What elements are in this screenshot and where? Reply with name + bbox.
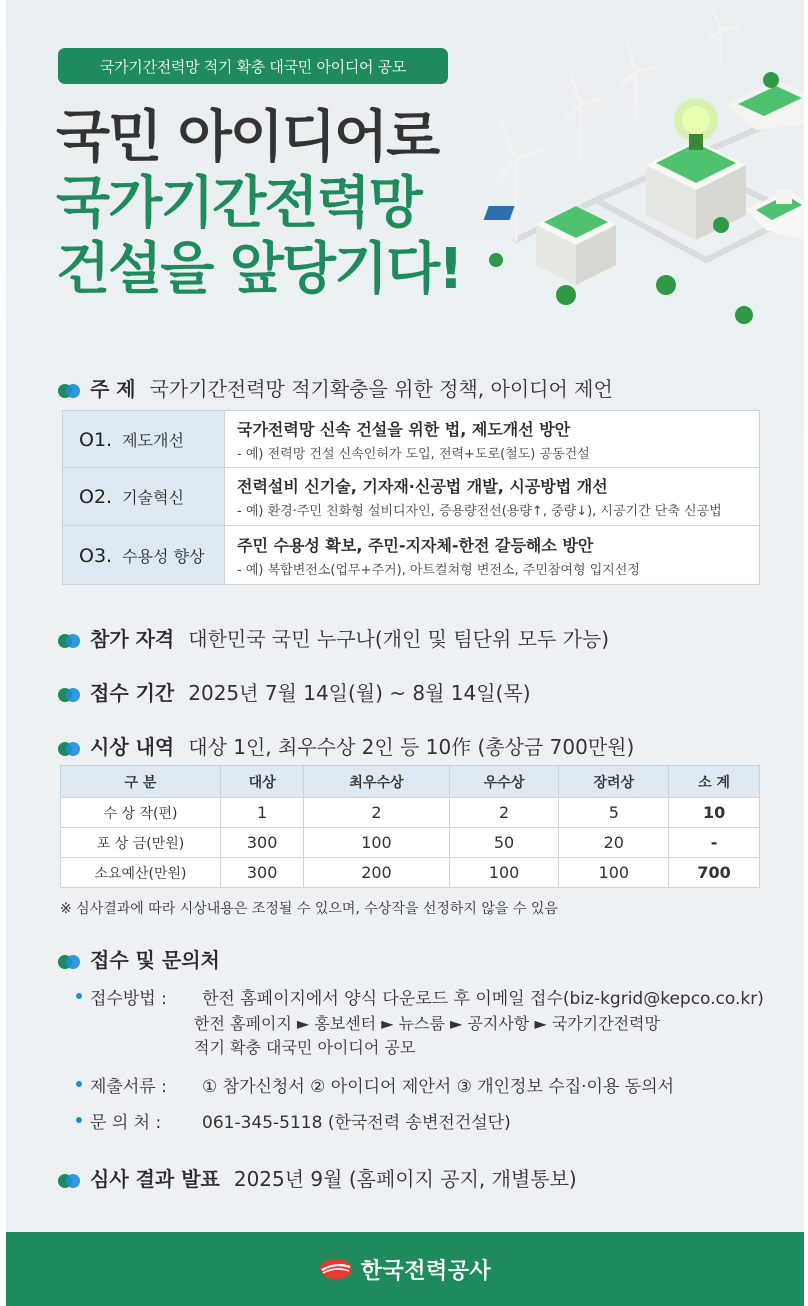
method-value: 한전 홈페이지에서 양식 다운로드 후 이메일 접수(biz-kgrid@kepco.co.kr)	[202, 988, 764, 1009]
table-row	[61, 858, 760, 888]
table-header: 최우수상	[304, 766, 449, 798]
campaign-badge: 국가기간전력망 적기 확충 대국민 아이디어 공모	[58, 48, 448, 84]
kepco-logo-icon	[319, 1258, 353, 1280]
section-bullet-icon	[58, 634, 80, 648]
period-row	[58, 677, 531, 706]
footer-logo-text: 한국전력공사	[360, 1258, 492, 1284]
table-cell: 300	[221, 828, 304, 858]
topic-example: - 예) 전력망 건설 신속인허가 도입, 전력+도로(철도) 공동건설	[237, 446, 590, 462]
table-cell-total: 10	[669, 798, 760, 828]
result-row	[58, 1163, 577, 1192]
section-bullet-icon	[58, 688, 80, 702]
headline	[56, 105, 462, 303]
homepage-path-line-2: 적기 확충 대국민 아이디어 공모	[194, 1038, 416, 1057]
topic-category: 수용성 향상	[122, 546, 205, 566]
headline-line-2: 국가기간전력망	[56, 171, 421, 236]
row-header: 소요예산(만원)	[61, 858, 221, 888]
topic-table	[62, 410, 760, 585]
table-cell-total: 700	[669, 858, 760, 888]
topic-row	[58, 373, 613, 402]
topic-number: O1.	[79, 428, 113, 451]
power-grid-illustration	[476, 10, 804, 340]
homepage-path-line-1: 한전 홈페이지 ► 홍보센터 ► 뉴스룸 ► 공지사항 ► 국가기간전력망	[194, 1014, 660, 1033]
topic-example: - 예) 복합변전소(업무+주거), 아트컬쳐형 변전소, 주민참여형 입지선정	[237, 562, 640, 578]
table-row	[61, 828, 760, 858]
period-value: 2025년 7월 14일(월) ~ 8월 14일(목)	[188, 681, 531, 705]
table-cell: 100	[449, 858, 559, 888]
awards-label: 시상 내역	[90, 735, 175, 759]
footer	[6, 1232, 804, 1306]
section-bullet-icon	[58, 1174, 80, 1188]
docs-key: 제출서류 :	[90, 1076, 167, 1097]
bullet-dot-icon	[76, 1117, 82, 1123]
awards-value: 대상 1인, 최우수상 2인 등 10作 (총상금 700만원)	[188, 735, 635, 759]
awards-row	[58, 731, 634, 760]
topic-example: - 예) 환경·주민 친화형 설비디자인, 증용량전선(용량↑, 중량↓), 시공기간 단축 신공법	[237, 504, 722, 519]
result-value: 2025년 9월 (홈페이지 공지, 개별통보)	[233, 1167, 577, 1191]
awards-note: ※ 심사결과에 따라 시상내용은 조정될 수 있으며, 수상작을 선정하지 않을 수 있음	[60, 901, 558, 917]
table-header: 우수상	[449, 766, 559, 798]
award-table	[60, 765, 760, 888]
eligibility-row	[58, 623, 609, 652]
inquiry-key: 문 의 처 :	[90, 1112, 162, 1133]
docs-value: ① 참가신청서 ② 아이디어 제안서 ③ 개인정보 수집·이용 동의서	[202, 1076, 675, 1097]
table-row	[63, 411, 760, 468]
table-row	[63, 526, 760, 585]
poster	[6, 0, 804, 1306]
topic-number: O3.	[79, 544, 113, 567]
table-row	[63, 468, 760, 526]
list-item	[76, 1102, 764, 1138]
table-cell: 5	[559, 798, 669, 828]
lightbulb-block-icon	[646, 98, 746, 240]
inquiry-value: 061-345-5118 (한국전력 송변전건설단)	[202, 1112, 511, 1133]
table-cell: 1	[221, 798, 304, 828]
result-label: 심사 결과 발표	[90, 1167, 220, 1191]
table-cell: 200	[304, 858, 449, 888]
method-key: 접수방법 :	[90, 988, 167, 1009]
section-bullet-icon	[58, 384, 80, 398]
table-cell: 300	[221, 858, 304, 888]
topic-value: 국가기간전력망 적기확충을 위한 정책, 아이디어 제언	[149, 377, 613, 401]
topic-category: 기술혁신	[122, 488, 184, 507]
contact-list	[76, 978, 764, 1138]
table-cell-total: -	[669, 828, 760, 858]
topic-title: 주민 수용성 확보, 주민-지자체-한전 갈등해소 방안	[237, 535, 594, 555]
eligibility-label: 참가 자격	[90, 627, 175, 651]
table-header: 장려상	[559, 766, 669, 798]
period-label: 접수 기간	[90, 681, 175, 705]
topic-title: 전력설비 신기술, 기자재·신공법 개발, 시공방법 개선	[237, 477, 608, 496]
table-header: 구 분	[61, 766, 221, 798]
topic-number: O2.	[79, 486, 113, 508]
table-cell: 100	[304, 828, 449, 858]
topic-label: 주 제	[90, 377, 136, 401]
table-cell: 2	[304, 798, 449, 828]
bullet-dot-icon	[76, 1081, 82, 1087]
table-cell: 50	[449, 828, 559, 858]
list-item	[76, 978, 764, 1014]
headline-line-3: 건설을 앞당기다!	[56, 237, 462, 302]
contact-row	[58, 944, 234, 973]
row-header: 수 상 작(편)	[61, 798, 221, 828]
table-header-row	[61, 766, 760, 798]
topic-title: 국가전력망 신속 건설을 위한 법, 제도개선 방안	[237, 419, 571, 439]
table-header: 대상	[221, 766, 304, 798]
homepage-path	[76, 1012, 764, 1060]
table-cell: 100	[559, 858, 669, 888]
row-header: 포 상 금(만원)	[61, 828, 221, 858]
table-cell: 20	[559, 828, 669, 858]
headline-line-1: 국민 아이디어로	[56, 105, 439, 170]
eligibility-value: 대한민국 국민 누구나(개인 및 팀단위 모두 가능)	[188, 627, 610, 651]
solar-block-icon	[484, 205, 616, 285]
table-cell: 2	[449, 798, 559, 828]
table-row	[61, 798, 760, 828]
bullet-dot-icon	[76, 993, 82, 999]
section-bullet-icon	[58, 742, 80, 756]
section-bullet-icon	[58, 955, 80, 969]
topic-category: 제도개선	[122, 430, 184, 450]
table-header: 소 계	[669, 766, 760, 798]
list-item	[76, 1066, 764, 1102]
contact-label: 접수 및 문의처	[90, 948, 220, 972]
